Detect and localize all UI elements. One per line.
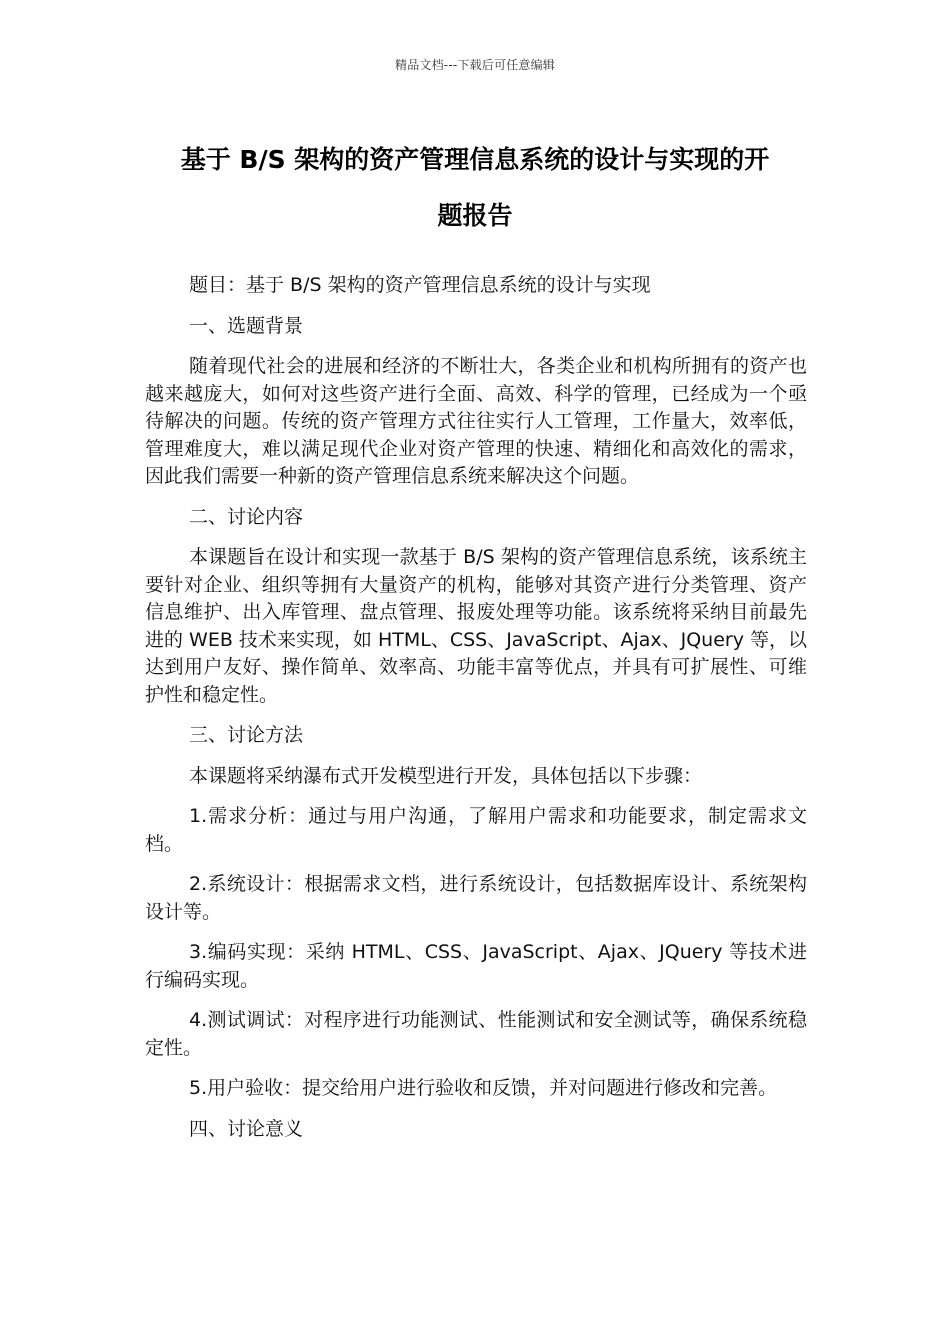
section-heading-content: 二、讨论内容 — [189, 505, 304, 528]
method-step-4: 4.测试调试：对程序进行功能测试、性能测试和安全测试等，确保系统稳定性。 — [145, 1009, 807, 1059]
document-title-line-1: 基于 B/S 架构的资产管理信息系统的设计与实现的开 — [180, 145, 770, 174]
method-step-5: 5.用户验收：提交给用户进行验收和反馈，并对问题进行修改和完善。 — [189, 1077, 778, 1099]
method-step-1: 1.需求分析：通过与用户沟通，了解用户需求和功能要求，制定需求文档。 — [145, 805, 807, 855]
method-step-2: 2.系统设计：根据需求文档，进行系统设计，包括数据库设计、系统架构设计等。 — [145, 873, 807, 923]
document-title-line-2: 题报告 — [437, 201, 513, 230]
paragraph-content: 本课题旨在设计和实现一款基于 B/S 架构的资产管理信息系统，该系统主要针对企业、组织等拥有大量资产的机构，能够对其资产进行分类管理、资产信息维护、出入库管理、盘点管理、报废处理等功能。该系统将采纳目前最先进的 WEB 技术来实现，如 HTML、CSS、JavaScript、Ajax、JQuery 等，以达到用户友好、操作简单、效率高、功能丰富等优点，并具有可扩展性、可维护性和稳定性。 — [145, 546, 807, 706]
paragraph-background: 随着现代社会的进展和经济的不断壮大，各类企业和机构所拥有的资产也越来越庞大，如何对这些资产进行全面、高效、科学的管理，已经成为一个亟待解决的问题。传统的资产管理方式往往实行人工管理，工作量大，效率低，管理难度大，难以满足现代企业对资产管理的快速、精细化和高效化的需求，因此我们需要一种新的资产管理信息系统来解决这个问题。 — [145, 355, 807, 487]
section-heading-background: 一、选题背景 — [189, 314, 304, 337]
document-title — [140, 132, 810, 244]
section-heading-method: 三、讨论方法 — [189, 724, 304, 746]
method-step-3: 3.编码实现：采纳 HTML、CSS、JavaScript、Ajax、JQuery 等技术进行编码实现。 — [145, 941, 807, 991]
page-header-watermark: 精品文档---下载后可任意编辑 — [395, 58, 555, 72]
section-heading-significance: 四、讨论意义 — [189, 1117, 304, 1140]
paragraph-method-intro: 本课题将采纳瀑布式开发模型进行开发，具体包括以下步骤： — [189, 764, 703, 787]
subject-line: 题目：基于 B/S 架构的资产管理信息系统的设计与实现 — [189, 274, 651, 296]
document-body — [145, 272, 807, 1156]
